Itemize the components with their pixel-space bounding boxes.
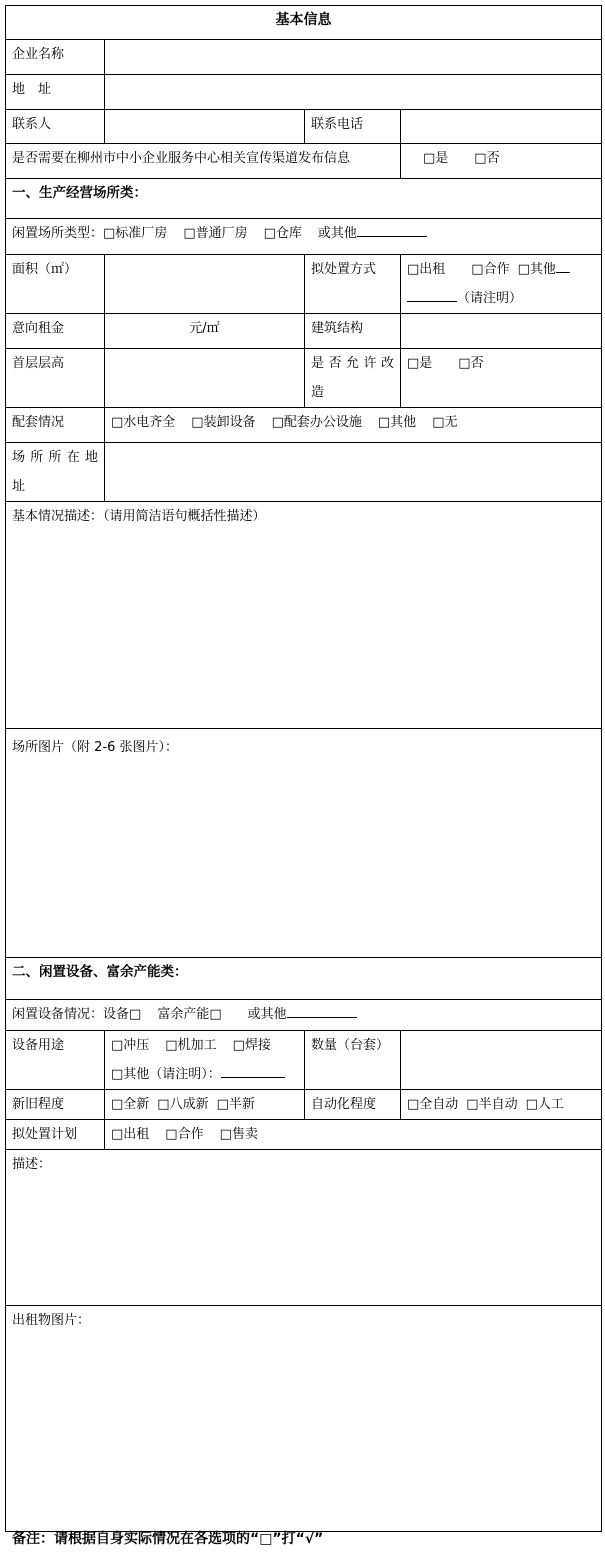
modify-yes-checkbox[interactable]: □是	[407, 356, 433, 371]
publish-no-checkbox[interactable]: □否	[474, 151, 500, 166]
usage-label: 设备用途	[6, 1031, 105, 1090]
automation-label: 自动化程度	[305, 1090, 401, 1120]
site-type-row	[6, 219, 602, 255]
disposal-other-blank-2[interactable]	[407, 287, 457, 302]
structure-field[interactable]	[401, 314, 602, 349]
support-loading-checkbox[interactable]: □装卸设备	[191, 415, 256, 430]
automation-options	[401, 1090, 602, 1120]
condition-label: 新旧程度	[6, 1090, 105, 1120]
status-equipment-checkbox[interactable]: 设备□	[103, 1007, 142, 1022]
contact-label: 联系人	[6, 110, 105, 144]
phone-field[interactable]	[401, 110, 602, 144]
usage-other-checkbox[interactable]: □其他（请注明）：	[111, 1067, 221, 1082]
usage-welding-checkbox[interactable]: □焊接	[232, 1038, 271, 1053]
modify-options	[401, 349, 602, 408]
quantity-field[interactable]	[401, 1031, 602, 1090]
condition-new-checkbox[interactable]: □全新	[111, 1097, 150, 1112]
site-type-label: 闲置场所类型：	[12, 226, 104, 241]
disposal-options	[401, 255, 602, 314]
disposal-coop-checkbox[interactable]: □合作	[471, 262, 510, 277]
modify-label	[305, 349, 401, 408]
usage-stamping-checkbox[interactable]: □冲压	[111, 1038, 150, 1053]
status-other-label: 或其他	[247, 1007, 287, 1022]
area-label: 面积（㎡）	[6, 255, 105, 314]
site-description-label: 基本情况描述：（请用简洁语句概括性描述）	[12, 509, 266, 524]
plan-options	[105, 1120, 602, 1150]
site-type-ordinary-checkbox[interactable]: □普通厂房	[183, 226, 248, 241]
location-field[interactable]	[105, 443, 602, 502]
automation-semi-checkbox[interactable]: □半自动	[466, 1097, 518, 1112]
modify-no-checkbox[interactable]: □否	[458, 356, 484, 371]
disposal-note: （请注明）	[457, 291, 523, 306]
company-name-label: 企业名称	[6, 40, 105, 75]
site-type-warehouse-checkbox[interactable]: □仓库	[263, 226, 302, 241]
disposal-label: 拟处置方式	[305, 255, 401, 314]
form-title: 基本信息	[6, 6, 602, 40]
footnote: 备注：请根据自身实际情况在各选项的“□”打“√”	[12, 1531, 324, 1547]
support-office-checkbox[interactable]: □配套办公设施	[271, 415, 362, 430]
automation-full-checkbox[interactable]: □全自动	[407, 1097, 459, 1112]
modify-label-line1: 是否允许改	[311, 356, 394, 371]
rent-unit: 元/㎡	[189, 321, 220, 336]
modify-label-line2: 造	[311, 385, 325, 400]
floor-height-label: 首层层高	[6, 349, 105, 408]
area-field[interactable]	[105, 255, 305, 314]
plan-label: 拟处置计划	[6, 1120, 105, 1150]
plan-coop-checkbox[interactable]: □合作	[165, 1127, 204, 1142]
structure-label: 建筑结构	[305, 314, 401, 349]
site-photos-box[interactable]	[6, 729, 602, 958]
rental-photos-label: 出租物图片：	[12, 1313, 91, 1328]
section2-heading: 二、闲置设备、富余产能类：	[6, 958, 602, 1000]
support-options	[105, 408, 602, 443]
floor-height-field[interactable]	[105, 349, 305, 408]
equipment-status-row	[6, 1000, 602, 1031]
publish-question: 是否需要在柳州市中小企业服务中心相关宣传渠道发布信息	[6, 144, 401, 179]
site-type-standard-checkbox[interactable]: □标准厂房	[103, 226, 168, 241]
site-type-other-label: 或其他	[317, 226, 357, 241]
publish-options	[401, 144, 602, 179]
disposal-other-blank-1[interactable]	[556, 258, 570, 273]
site-description-box[interactable]	[6, 502, 602, 729]
condition-80-checkbox[interactable]: □八成新	[157, 1097, 209, 1112]
rent-label: 意向租金	[6, 314, 105, 349]
site-photos-label: 场所图片（附 2-6 张图片）：	[12, 740, 178, 755]
section1-heading: 一、生产经营场所类：	[6, 179, 602, 219]
support-other-checkbox[interactable]: □其他	[377, 415, 417, 430]
publish-yes-checkbox[interactable]: □是	[423, 151, 449, 166]
equipment-description-label: 描述：	[12, 1157, 52, 1172]
plan-rent-checkbox[interactable]: □出租	[111, 1127, 150, 1142]
quantity-label: 数量（台套）	[305, 1031, 401, 1090]
company-name-field[interactable]	[105, 40, 602, 75]
location-label-line2: 址	[12, 479, 26, 494]
automation-manual-checkbox[interactable]: □人工	[525, 1097, 564, 1112]
usage-options	[105, 1031, 305, 1090]
contact-field[interactable]	[105, 110, 305, 144]
plan-sell-checkbox[interactable]: □售卖	[219, 1127, 258, 1142]
status-other-blank[interactable]	[287, 1003, 357, 1018]
rent-field[interactable]	[105, 314, 305, 349]
condition-half-checkbox[interactable]: □半新	[216, 1097, 255, 1112]
info-form	[5, 5, 602, 1532]
support-utilities-checkbox[interactable]: □水电齐全	[111, 415, 176, 430]
usage-other-blank[interactable]	[221, 1063, 285, 1078]
location-label-line1: 场所所在地	[12, 450, 98, 465]
location-label	[6, 443, 105, 502]
address-field[interactable]	[105, 75, 602, 110]
address-label: 地 址	[6, 75, 105, 110]
equipment-description-box[interactable]	[6, 1150, 602, 1306]
equipment-status-label: 闲置设备情况：	[12, 1007, 104, 1022]
support-none-checkbox[interactable]: □无	[432, 415, 458, 430]
site-type-other-blank[interactable]	[357, 222, 427, 237]
support-label: 配套情况	[6, 408, 105, 443]
rental-photos-box[interactable]	[6, 1306, 602, 1532]
condition-options	[105, 1090, 305, 1120]
usage-machining-checkbox[interactable]: □机加工	[165, 1038, 217, 1053]
status-capacity-checkbox[interactable]: 富余产能□	[157, 1007, 222, 1022]
phone-label: 联系电话	[305, 110, 401, 144]
disposal-other-checkbox[interactable]: □其他	[517, 262, 556, 277]
disposal-rent-checkbox[interactable]: □出租	[407, 262, 446, 277]
